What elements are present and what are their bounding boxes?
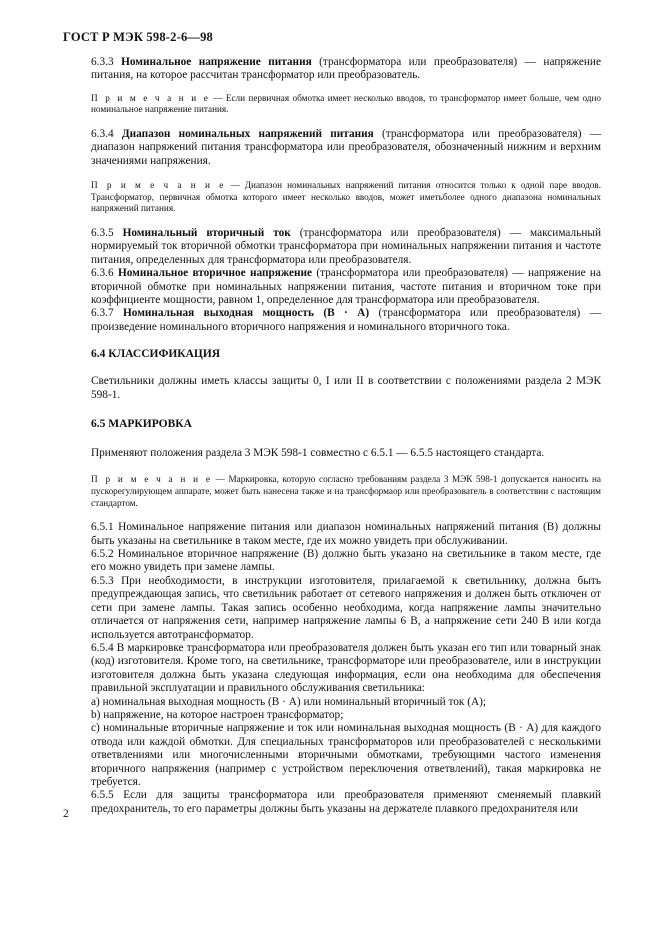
document-header: ГОСТ Р МЭК 598-2-6—98 bbox=[63, 30, 214, 44]
clause-6-5-3: 6.5.3 При необходимости, в инструкции изготовителя, прилагаемой к светильнику, должна быть предупреждающая запись, что светильник работает от сетевого напряжения и должен быть отключен от сети при замене лампы. Такая запись особенно необходима, когда напряжение лампы значительно отличается от напряжения сети, например напряжение лампы 6 В, а напряжение сети 240 В или когда используется автотрансформатор. bbox=[91, 574, 601, 641]
clause-number: 6.3.5 bbox=[91, 227, 114, 239]
document-body bbox=[91, 56, 601, 816]
definition: (трансформатора или преобразователя) — максимальный нормируемый ток вторичной обмотки трансформатора при номинальных напряжении питания и частоте питания, определенных для трансформатора или преобразователя. bbox=[91, 227, 602, 266]
note-label: П р и м е ч а н и е bbox=[91, 180, 226, 191]
term: Номинальная выходная мощность (В · А) bbox=[123, 307, 370, 320]
note-label: П р и м е ч а н и е bbox=[91, 92, 210, 103]
note-3 bbox=[91, 474, 601, 509]
term: Номинальное напряжение питания bbox=[121, 56, 312, 68]
clause-6-3-4 bbox=[91, 128, 601, 168]
term: Номинальное вторичное напряжение bbox=[117, 267, 312, 280]
clause-6-3-7 bbox=[91, 307, 601, 334]
clause-number: 6.3.6 bbox=[91, 267, 114, 280]
clause-number: 6.3.7 bbox=[91, 307, 114, 320]
section-6-5-text: Применяют положения раздела 3 МЭК 598-1 совместно с 6.5.1 — 6.5.5 настоящего стандарта. bbox=[91, 447, 545, 460]
term: Диапазон номинальных напряжений питания bbox=[121, 128, 374, 140]
note-text: — Диапазон номинальных напряжений питания относится только к одной паре вводов. Трансформатор, первичная обмотка которого имеет несколько вводов, может иметьболее одного диапазона номинальных напряжений питания. bbox=[91, 180, 601, 214]
note-text: — Маркировка, которую согласно требованиям раздела 3 МЭК 598-1 допускается наносить на пускорегулирующем аппарате, может быть нанесена также и на трансформаор или преобразователь в соответствии с настоящим стандартом. bbox=[91, 474, 601, 508]
list-item-b: b) напряжение, на которое настроен трансформатор; bbox=[91, 708, 344, 721]
clause-number: 6.3.3 bbox=[91, 56, 114, 68]
definition: (трансформатора или преобразователя) — диапазон напряжений питания трансформатора или преобразователя, обозначенный нижним и верхним значениями напряжения. bbox=[91, 128, 602, 167]
clause-6-3-3 bbox=[91, 56, 601, 83]
clause-6-5-5: 6.5.5 Если для защиты трансформатора или преобразователя применяют сменяемый плавкий предохранитель, то его параметры должны быть указаны на держателе плавкого предохранителя или bbox=[91, 789, 601, 815]
section-heading-6-4: 6.4 КЛАССИФИКАЦИЯ bbox=[91, 348, 221, 361]
note-text: — Если первичная обмотка имеет несколько вводов, то трансформатор имеет больше, чем одно номинальное напряжение питания. bbox=[91, 92, 601, 115]
note-1 bbox=[91, 93, 601, 116]
page-number: 2 bbox=[63, 808, 69, 820]
note-2 bbox=[91, 180, 601, 215]
definition: (трансформатора или преобразователя) — произведение номинального вторичного напряжения и номинального вторичного тока. bbox=[91, 307, 601, 333]
note-label: П р и м е ч а н и е bbox=[91, 474, 213, 485]
section-6-4-text: Светильники должны иметь классы защиты 0, I или II в соответствии с положениями раздела 2 МЭК 598-1. bbox=[91, 375, 601, 401]
clause-6-3-6 bbox=[91, 267, 601, 307]
definition: (трансформатора или преобразователя) — напряжение на вторичной обмотке при номинальных напряжении питания, частоте питания и вторичном токе при коэффициенте мощности, равном 1, определенное для трансформатора или преобразователя. bbox=[91, 267, 601, 307]
clause-number: 6.3.4 bbox=[91, 128, 114, 140]
definition: (трансформатора или преобразователя) — напряжение питания, на которое рассчитан трансформатор или преобразователь. bbox=[91, 56, 601, 82]
list-item-c: с) номинальные вторичные напряжение и ток или номинальная выходная мощность (В · А) для каждого отвода или каждой обмотки. Для специальных трансформаторов или преобразователей с несколькими ответвлениями или многочисленными вторичными обмотками, требующими частого изменения вторичного напряжения (например с устройством переключения ответвлений), такая маркировка не требуется. bbox=[91, 722, 601, 788]
clause-6-3-5 bbox=[91, 227, 601, 267]
section-heading-6-5: 6.5 МАРКИРОВКА bbox=[91, 418, 192, 431]
clause-6-5-2: 6.5.2 Номинальное вторичное напряжение (В) должно быть указано на светильнике в таком месте, где его можно увидеть при замене лампы. bbox=[91, 548, 601, 574]
clause-6-5-4: 6.5.4 В маркировке трансформатора или преобразователя должен быть указан его тип или товарный знак (код) изготовителя. Кроме того, на светильнике, трансформаторе или преобразователе, или в инструкции изготовителя должна быть указана следующая информация, если она необходима для обеспечения правильной эксплуатации и правильного обслуживания светильника: bbox=[91, 641, 601, 695]
list-item-a: а) номинальная выходная мощность (В · А) или номинальный вторичный ток (А); bbox=[91, 695, 487, 708]
term: Номинальный вторичный ток bbox=[122, 227, 291, 239]
clause-6-5-1: 6.5.1 Номинальное напряжение питания или диапазон номинальных напряжений питания (В) должны быть указаны на светильнике в таком месте, где их можно увидеть при обслуживании. bbox=[91, 521, 601, 547]
